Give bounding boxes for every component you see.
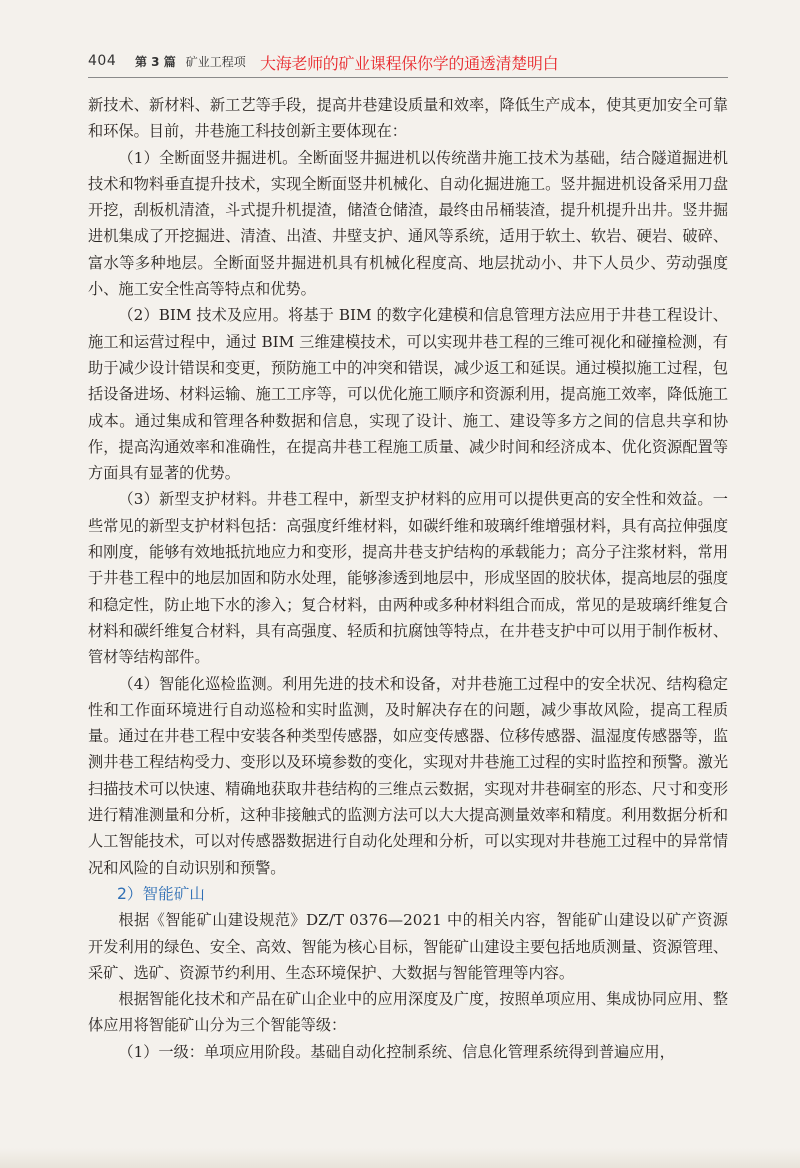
page-number: 404 [88, 53, 117, 69]
part-label: 第 3 篇 [135, 55, 176, 69]
paragraph-smart-mine-levels: 根据智能化技术和产品在矿山企业中的应用深度及广度，按照单项应用、集成协同应用、整体应用将智能矿山分为三个智能等级： [88, 990, 728, 1035]
paragraph-smart-mine-standard: 根据《智能矿山建设规范》DZ/T 0376—2021 中的相关内容，智能矿山建设以矿产资源开发利用的绿色、安全、高效、智能为核心目标，智能矿山建设主要包括地质测量、资源管理、采矿、选矿、资源节约利用、生态环境保护、大数据与智能管理等内容。 [88, 911, 728, 982]
running-head [135, 53, 246, 70]
page-bottom-edge [0, 1148, 800, 1168]
section-heading: 2）智能矿山 [117, 884, 205, 903]
paragraph-bim: （2）BIM 技术及应用。将基于 BIM 的数字化建模和信息管理方法应用于井巷工程设计、施工和运营过程中，通过 BIM 三维建模技术，可以实现井巷工程的三维可视化和碰撞检测，有助于减少设计错误和变更，预防施工中的冲突和错误，减少返工和延误。通过模拟施工过程，包括设备进场、材料运输、施工工序等，可以优化施工顺序和资源利用，提高施工效率，降低施工成本。通过集成和管理各种数据和信息，实现了设计、施工、建设等多方之间的信息共享和协作，提高沟通效率和准确性，在提高井巷工程施工质量、减少时间和经济成本、优化资源配置等方面具有显著的优势。 [88, 306, 728, 483]
chapter-title-fragment: 矿业工程项 [185, 55, 246, 69]
page-header [88, 50, 728, 74]
paragraph-level-one: （1）一级：单项应用阶段。基础自动化控制系统、信息化管理系统得到普遍应用， [118, 1042, 675, 1061]
header-divider [88, 77, 728, 78]
paragraph-support-materials: （3）新型支护材料。井巷工程中，新型支护材料的应用可以提供更高的安全性和效益。一些常见的新型支护材料包括：高强度纤维材料，如碳纤维和玻璃纤维增强材料，具有高拉伸强度和刚度，能够有效地抵抗地应力和变形，提高井巷支护结构的承载能力；高分子注浆材料，常用于井巷工程中的地层加固和防水处理，能够渗透到地层中，形成坚固的胶状体，提高地层的强度和稳定性，防止地下水的渗入；复合材料，由两种或多种材料组合而成，常见的是玻璃纤维复合材料和碳纤维复合材料，具有高强度、轻质和抗腐蚀等特点，在井巷支护中可以用于制作板材、管材等结构部件。 [88, 490, 728, 667]
paragraph-shaft-boring-machine: （1）全断面竖井掘进机。全断面竖井掘进机以传统凿井施工技术为基础，结合隧道掘进机技术和物料垂直提升技术，实现全断面竖井机械化、自动化掘进施工。竖井掘进机设备采用刀盘开挖，刮板机清渣，斗式提升机提渣，储渣仓储渣，最终由吊桶装渣，提升机提升出井。竖井掘进机集成了开挖掘进、清渣、出渣、井壁支护、通风等系统，适用于软土、软岩、硬岩、破碎、富水等多种地层。全断面竖井掘进机具有机械化程度高、地层扰动小、井下人员少、劳动强度小、施工安全性高等特点和优势。 [88, 148, 728, 299]
watermark-text: 大海老师的矿业课程保你学的通透清楚明白 [260, 54, 559, 73]
paragraph-intro: 新技术、新材料、新工艺等手段，提高井巷建设质量和效率，降低生产成本，使其更加安全可靠和环保。目前，井巷施工科技创新主要体现在： [88, 96, 728, 141]
page-body [88, 92, 728, 1065]
paragraph-smart-inspection: （4）智能化巡检监测。利用先进的技术和设备，对井巷施工过程中的安全状况、结构稳定性和工作面环境进行自动巡检和实时监测，及时解决存在的问题，减少事故风险，提高工程质量。通过在井巷工程中安装各种类型传感器，如应变传感器、位移传感器、温湿度传感器等，监测井巷工程结构受力、变形以及环境参数的变化，实现对井巷施工过程的实时监控和预警。激光扫描技术可以快速、精确地获取井巷结构的三维点云数据，实现对井巷硐室的形态、尺寸和变形进行精准测量和分析，这种非接触式的监测方法可以大大提高测量效率和精度。利用数据分析和人工智能技术，可以对传感器数据进行自动化处理和分析，可以实现对井巷施工过程中的异常情况和风险的自动识别和预警。 [88, 674, 728, 877]
